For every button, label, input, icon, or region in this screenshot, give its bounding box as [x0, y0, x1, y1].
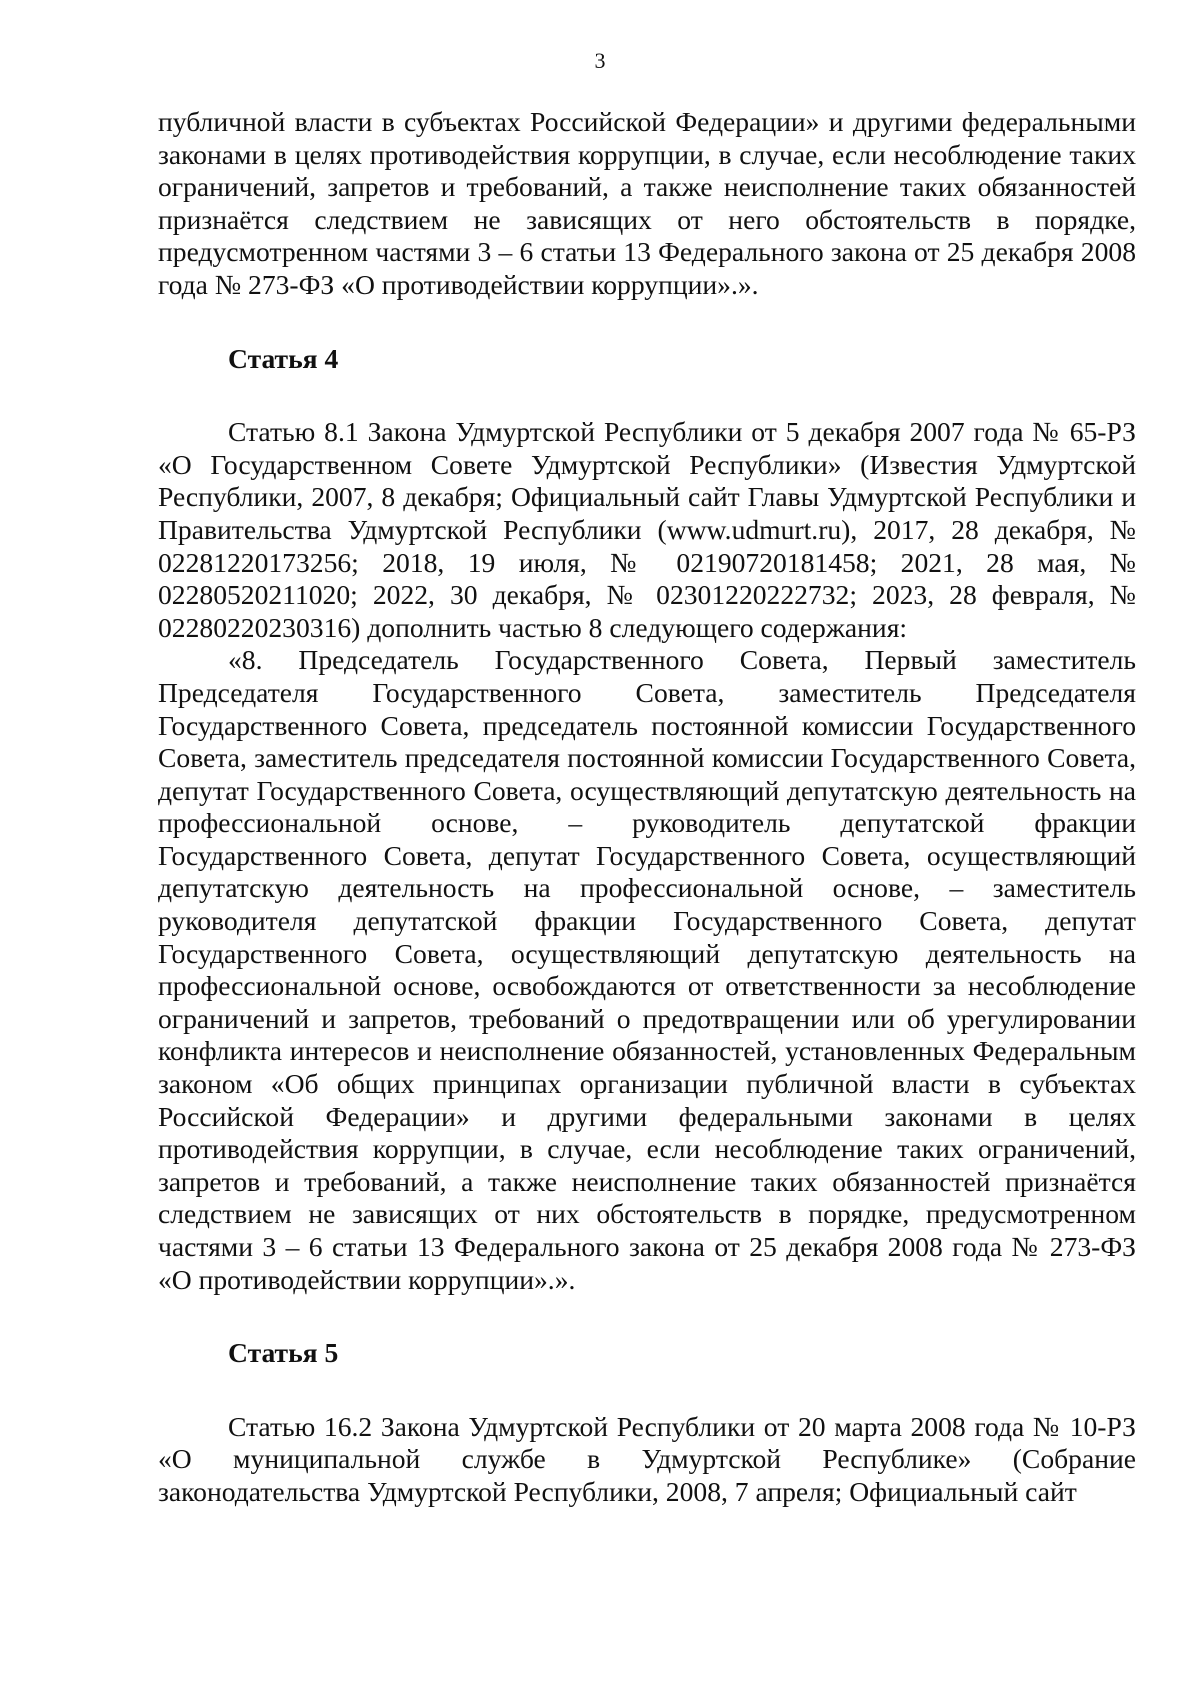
article-5-paragraph: Статью 16.2 Закона Удмуртской Республики от 20 марта 2008 года № 10-РЗ «О муниципальной службе в Удмуртской Республике» (Собрание законодательства Удмуртской Республики, 2008, 7 апреля; Официальный сайт — [158, 1410, 1136, 1507]
document-body — [158, 106, 1136, 1509]
article-4-part-8: «8. Председатель Государственного Совета, Первый заместитель Председателя Государственного Совета, заместитель Председателя Государственного Совета, председатель постоянной комиссии Государственного Совета, заместитель председателя постоянной комиссии Государственного Совета, депутат Государственного Совета, осуществляющий депутатскую деятельность на профессиональной основе, – руководитель депутатской фракции Государственного Совета, депутат Государственного Совета, осуществляющий депутатскую деятельность на профессиональной основе, – заместитель руководителя депутатской фракции Государственного Совета, депутат Государственного Совета, осуществляющий депутатскую деятельность на профессиональной основе, освобождаются от ответственности за несоблюдение ограничений и запретов, требований о предотвращении или об урегулировании конфликта интересов и неисполнение обязанностей, установленных Федеральным законом «Об общих принципах организации публичной власти в субъектах Российской Федерации» и другими федеральными законами в целях противодействия коррупции, в случае, если несоблюдение таких ограничений, запретов и требований, а также неисполнение таких обязанностей признаётся следствием не зависящих от них обстоятельств в порядке, предусмотренном частями 3 – 6 статьи 13 Федерального закона от 25 декабря 2008 года № 273-ФЗ «О противодействии коррупции».». — [158, 644, 1136, 1295]
paragraph-continuation: публичной власти в субъектах Российской Федерации» и другими федеральными законами в целях противодействия коррупции, в случае, если несоблюдение таких ограничений, запретов и требований, а также неисполнение таких обязанностей признаётся следствием не зависящих от него обстоятельств в порядке, предусмотренном частями 3 – 6 статьи 13 Федерального закона от 25 декабря 2008 года № 273-ФЗ «О противодействии коррупции».». — [158, 106, 1136, 300]
page-number: 3 — [594, 48, 606, 73]
article-4-heading: Статья 4 — [228, 342, 339, 374]
article-4-paragraph: Статью 8.1 Закона Удмуртской Республики от 5 декабря 2007 года № 65-РЗ «О Государственном Совете Удмуртской Республики» (Известия Удмуртской Республики, 2007, 8 декабря; Официальный сайт Главы Удмуртской Республики и Правительства Удмуртской Республики (www.udmurt.ru), 2017, 28 декабря, № 02281220173256; 2018, 19 июля, № 02190720181458; 2021, 28 мая, № 02280520211020; 2022, 30 декабря, № 02301220222732; 2023, 28 февраля, № 02280220230316) дополнить частью 8 следующего содержания: — [158, 416, 1136, 643]
article-5-heading: Статья 5 — [228, 1337, 339, 1369]
